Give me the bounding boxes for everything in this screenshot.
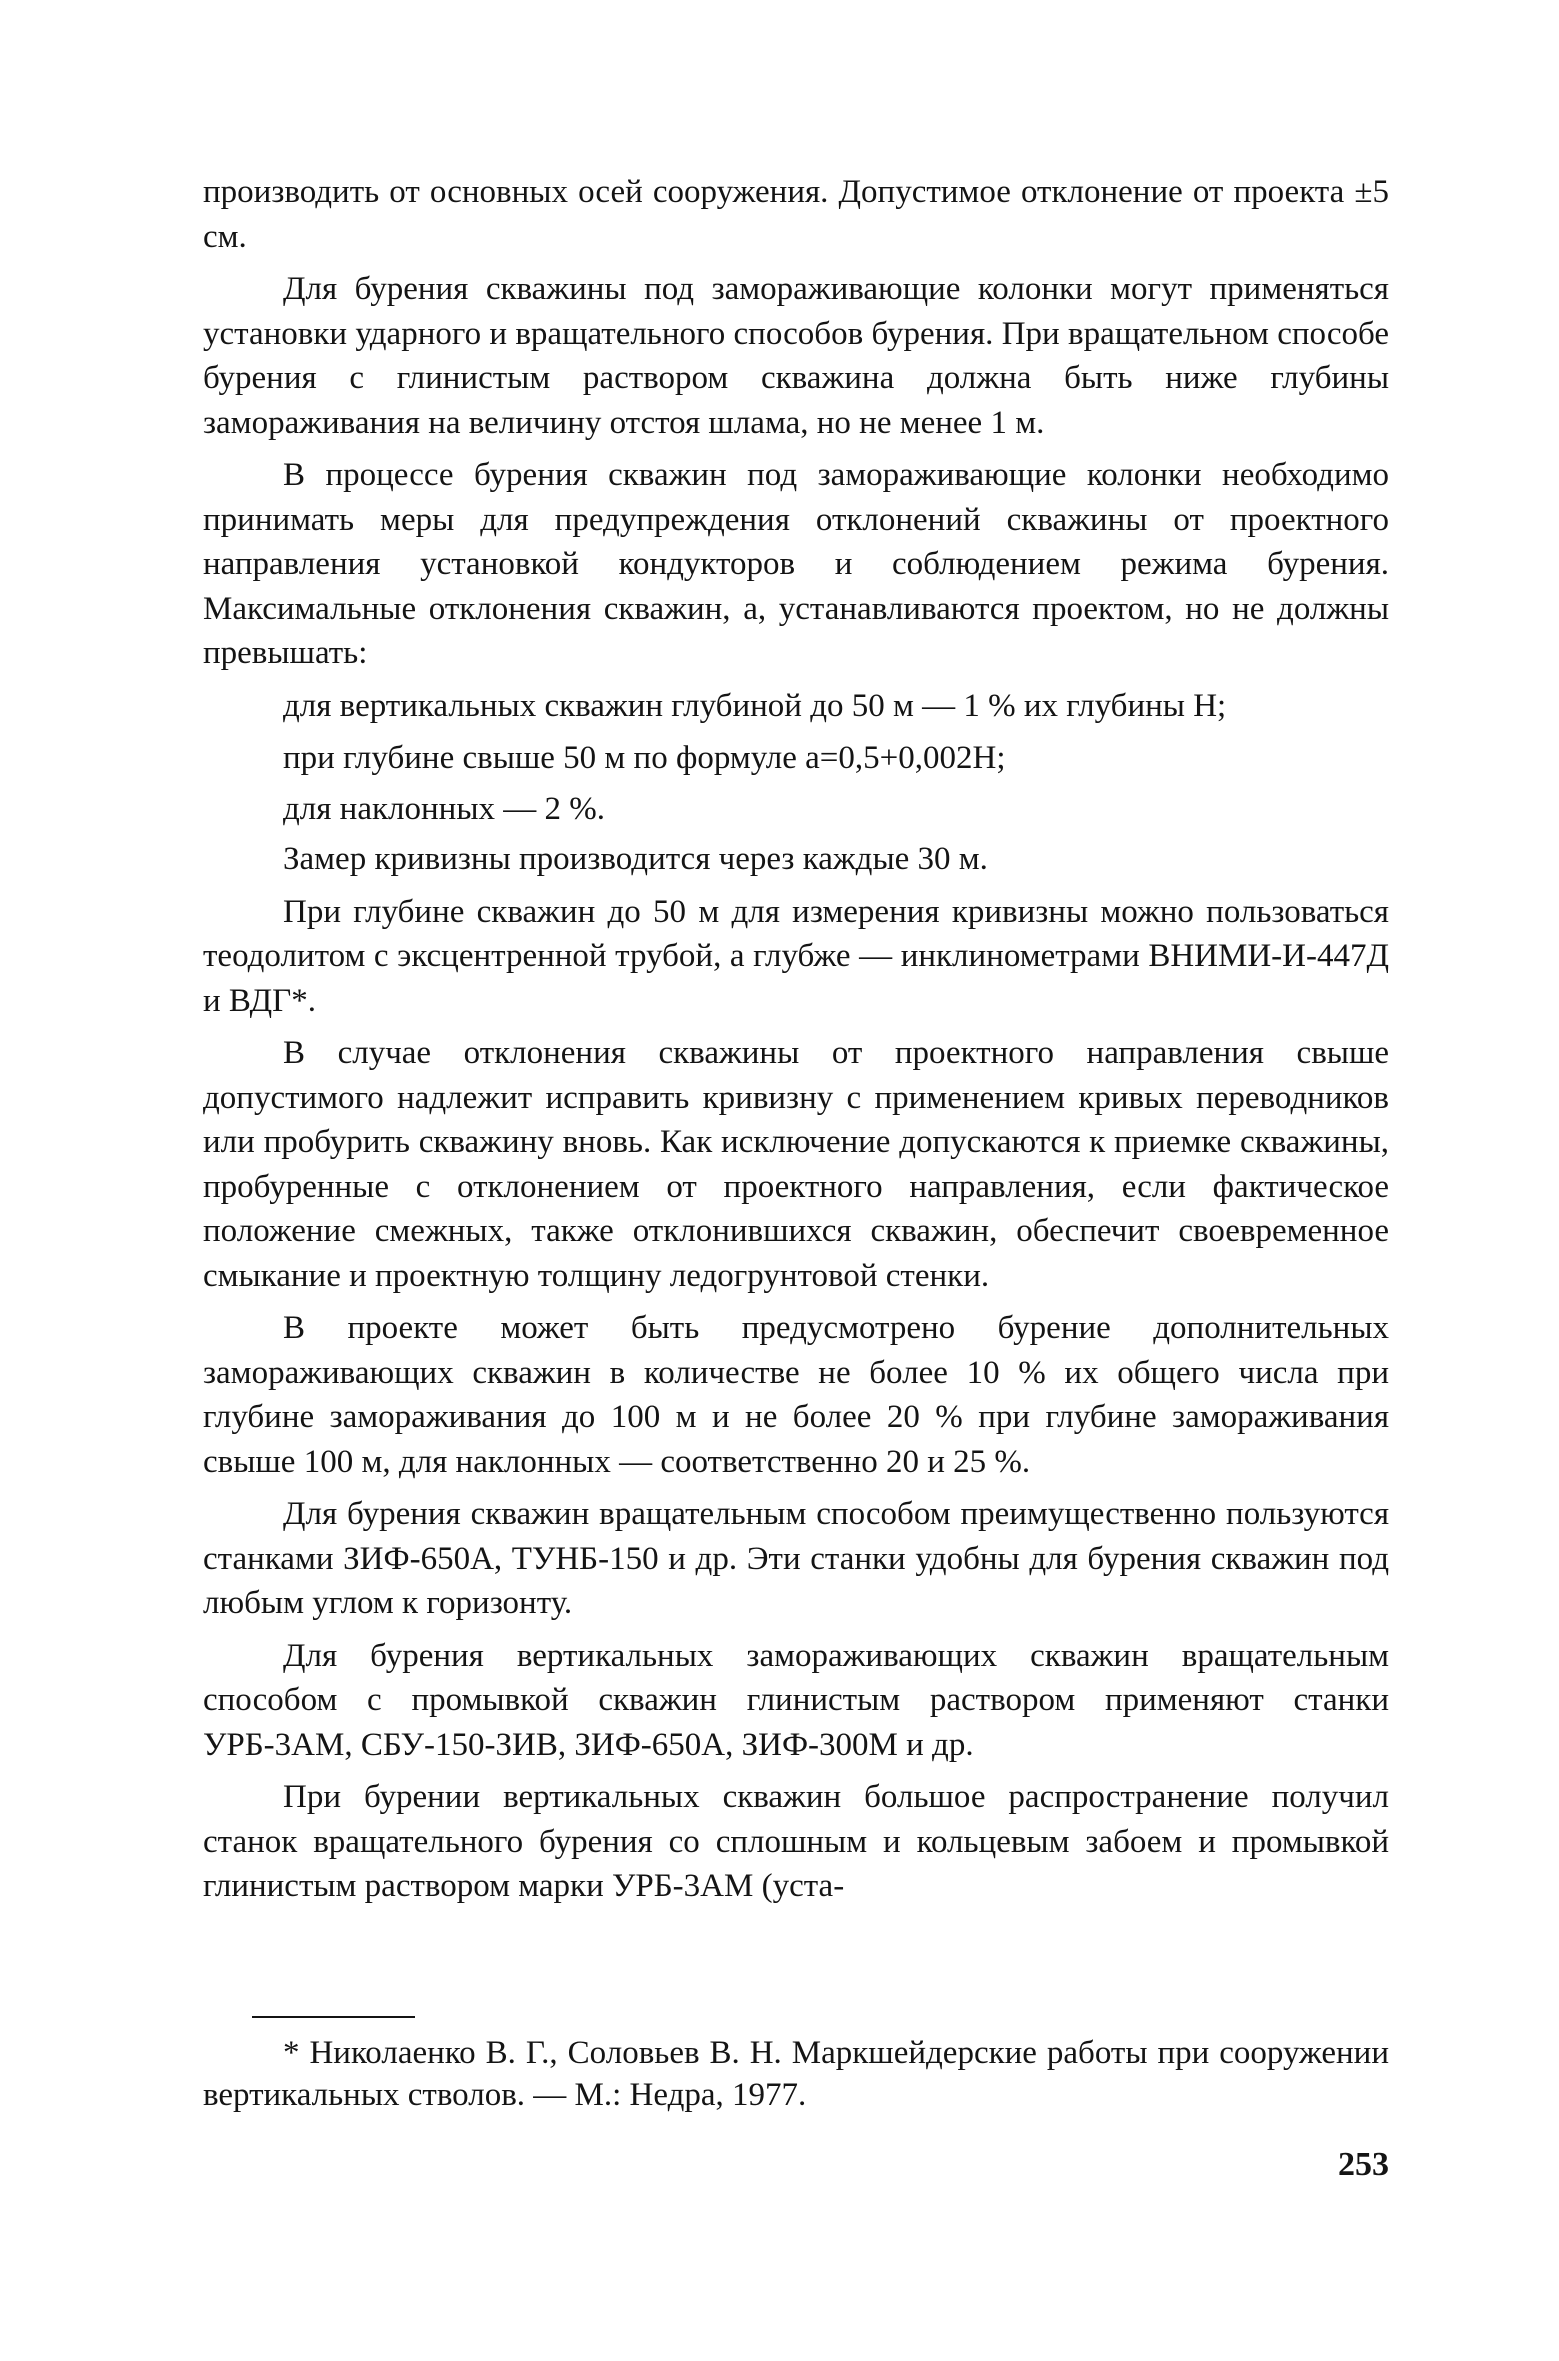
paragraph-4: для вертикальных скважин глубиной до 50 м — 1 % их глубины H; [283, 687, 1227, 724]
paragraph-5: при глубине свыше 50 м по формуле a=0,5+0,002H; [283, 740, 1006, 776]
paragraph-11: Для бурения скважин вращательным способом преимущественно пользуются станками ЗИФ-650А, ТУНБ-150 и др. Эти станки удобны для бурения скважин под любым углом к горизонту. [203, 1496, 1389, 1621]
paragraph-10: В проекте может быть предусмотрено бурение дополнительных замораживающих скважин в количестве не более 10 % их общего числа при глубине замораживания до 100 м и не более 20 % при глубине замораживания свыше 100 м, для наклонных — соответственно 20 и 25 %. [203, 1310, 1389, 1480]
paragraph-1: производить от основных осей сооружения. Допустимое отклонение от проекта ±5 см. [203, 174, 1389, 255]
paragraph-6: для наклонных — 2 %. [283, 790, 605, 827]
main-text [203, 170, 1389, 1917]
page-number: 253 [1338, 2146, 1389, 2183]
paragraph-9: В случае отклонения скважины от проектного направления свыше допустимого надлежит исправить кривизну с применением кривых переводников или пробурить скважину вновь. Как исключение допускаются к приемке скважины, пробуренные с отклонением от проектного направления, если фактическое положение смежных, также отклонившихся скважин, обеспечит своевременное смыкание и проектную толщину ледогрунтовой стенки. [203, 1035, 1389, 1294]
footnote-divider [252, 2016, 415, 2018]
paragraph-7: Замер кривизны производится через каждые 30 м. [283, 841, 988, 877]
paragraph-8: При глубине скважин до 50 м для измерения кривизны можно пользоваться теодолитом с эксцентренной трубой, а глубже — инклинометрами ВНИМИ-И-447Д и ВДГ*. [203, 893, 1389, 1019]
paragraph-12: Для бурения вертикальных замораживающих скважин вращательным способом с промывкой скважин глинистым раствором применяют станки УРБ-3АМ, СБУ-150-ЗИВ, ЗИФ-650А, ЗИФ-300М и др. [203, 1637, 1389, 1763]
paragraph-13: При бурении вертикальных скважин большое распространение получил станок вращательного бурения со сплошным и кольцевым забоем и промывкой глинистым раствором марки УРБ-3АМ (уста- [203, 1779, 1389, 1904]
paragraph-3: В процессе бурения скважин под замораживающие колонки необходимо принимать меры для предупреждения отклонений скважины от проектного направления установкой кондукторов и соблюдением режима бурения. Максимальные отклонения скважин, a, устанавливаются проектом, но не должны превышать: [203, 457, 1389, 671]
footnote: * Николаенко В. Г., Соловьев В. Н. Маркшейдерские работы при сооружении вертикальных стволов. — М.: Недра, 1977. [203, 2035, 1389, 2113]
paragraph-2: Для бурения скважины под замораживающие колонки могут применяться установки ударного и вращательного способов бурения. При вращательном способе бурения с глинистым раствором скважина должна быть ниже глубины замораживания на величину отстоя шлама, но не менее 1 м. [203, 271, 1389, 441]
